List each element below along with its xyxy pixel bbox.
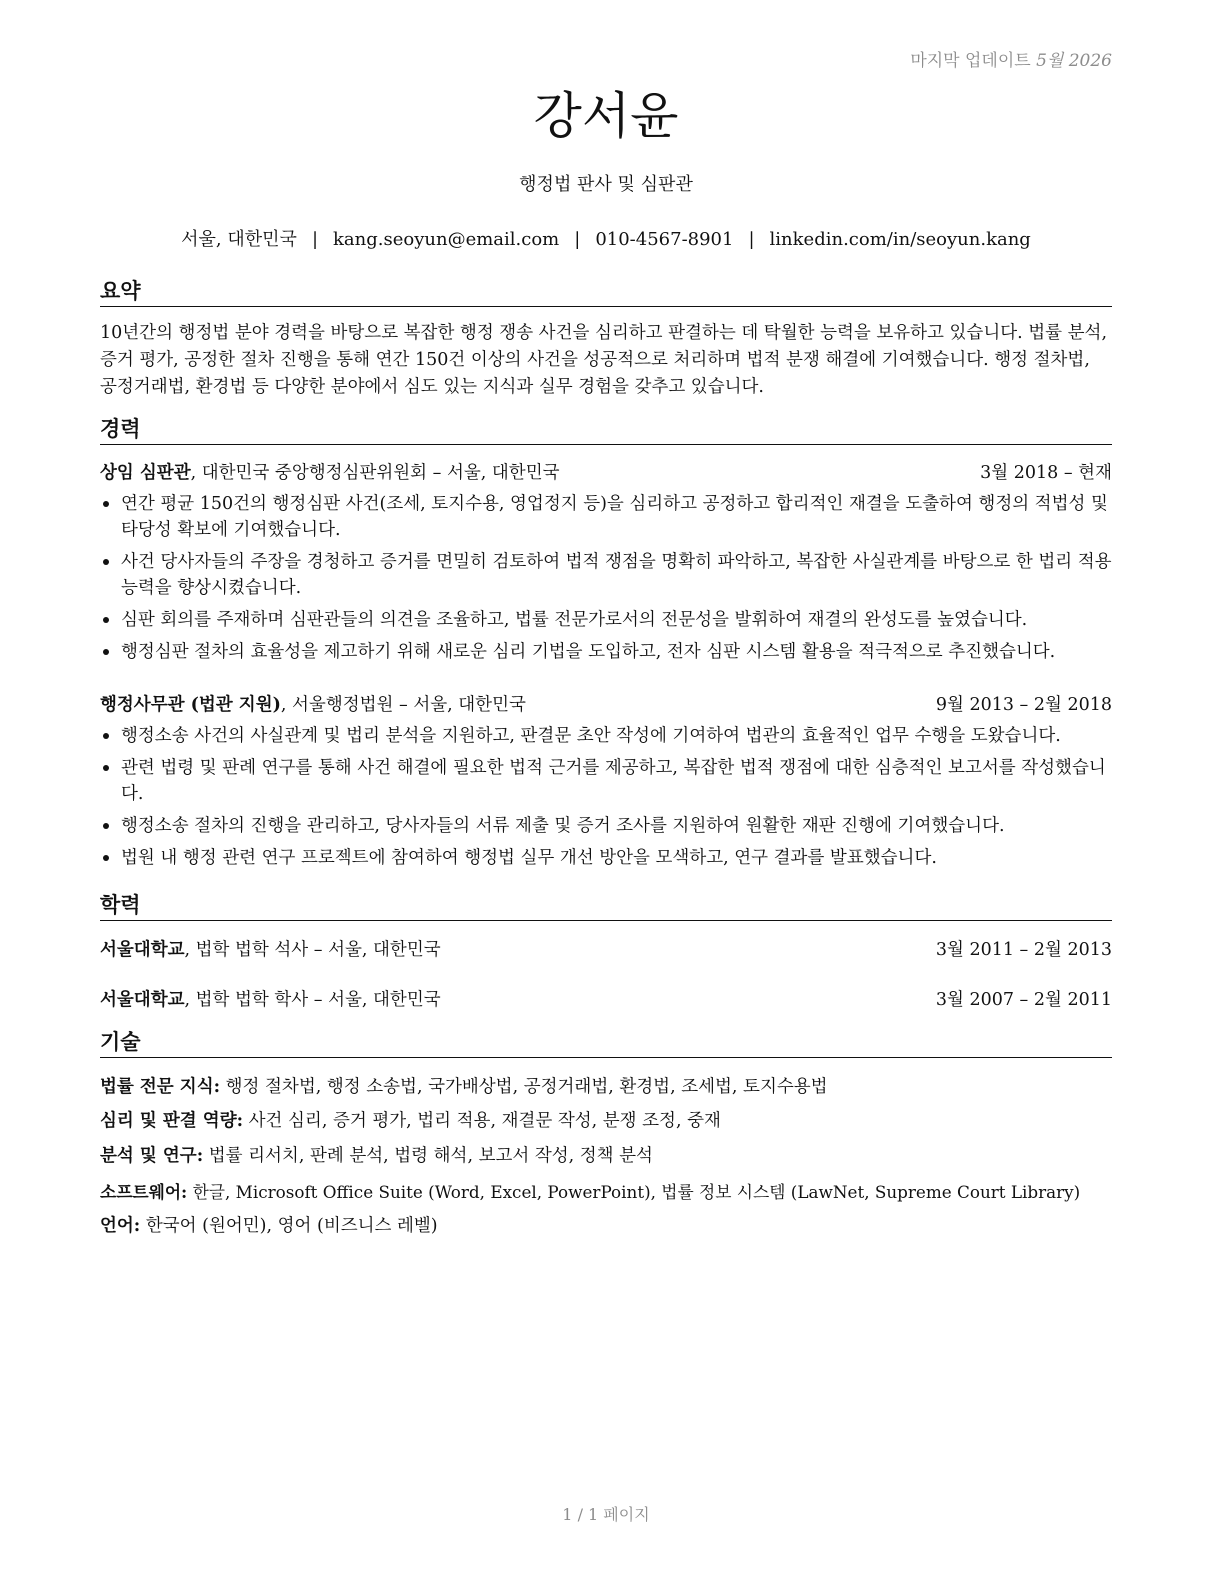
list-item: 심판 회의를 주재하며 심판관들의 의견을 조율하고, 법률 전문가로서의 전문성을 발휘하여 재결의 완성도를 높였습니다. xyxy=(100,607,1112,633)
education-dates: 3월 2007 – 2월 2011 xyxy=(935,990,1112,1010)
job-dates: 3월 2018 – 현재 xyxy=(980,463,1112,483)
education-school: 서울대학교 xyxy=(100,940,185,960)
list-item: 행정소송 절차의 진행을 관리하고, 당사자들의 서류 제출 및 증거 조사를 지원하여 원활한 재판 진행에 기여했습니다. xyxy=(100,813,1112,839)
list-item: 사건 당사자들의 주장을 경청하고 증거를 면밀히 검토하여 법적 쟁점을 명확히 파악하고, 복잡한 사실관계를 바탕으로 한 법리 적용 능력을 향상시켰습니다. xyxy=(100,549,1112,601)
summary-text: 10년간의 행정법 분야 경력을 바탕으로 복잡한 행정 쟁송 사건을 심리하고 판결하는 데 탁월한 능력을 보유하고 있습니다. 법률 분석, 증거 평가, 공정한 절차 진행을 통해 연간 150건 이상의 사건을 성공적으로 처리하며 법적 분쟁 해결에 기여했습니다. 행정 절차법, 공정거래법, 환경법 등 다양한 분야에서 심도 있는 지식과 실무 경험을 갖추고 있습니다. xyxy=(100,323,1108,397)
skill-label: 분석 및 연구: xyxy=(100,1146,204,1166)
contact-separator: | xyxy=(748,229,755,250)
skill-value: 한글, Microsoft Office Suite (Word, Excel, PowerPoint), 법률 정보 시스템 (LawNet, Supreme Court Library) xyxy=(187,1182,1081,1202)
education-detail: , 법학 법학 학사 – 서울, 대한민국 xyxy=(184,990,441,1010)
skill-label: 언어: xyxy=(100,1216,141,1236)
skill-line xyxy=(100,1144,1112,1168)
job-bullets xyxy=(100,723,1112,877)
last-updated-date: 5월 2026 xyxy=(1036,51,1112,71)
list-item: 법원 내 행정 관련 연구 프로젝트에 참여하여 행정법 실무 개선 방안을 모색하고, 연구 결과를 발표했습니다. xyxy=(100,845,1112,871)
job-org: , 서울행정법원 – 서울, 대한민국 xyxy=(280,695,526,715)
education-detail: , 법학 법학 석사 – 서울, 대한민국 xyxy=(184,940,441,960)
job-header xyxy=(100,693,1112,717)
experience-heading: 경력 xyxy=(100,418,1112,445)
list-item: 관련 법령 및 판례 연구를 통해 사건 해결에 필요한 법적 근거를 제공하고, 복잡한 법적 쟁점에 대한 심층적인 보고서를 작성했습니다. xyxy=(100,755,1112,807)
job-role: 상임 심판관 xyxy=(100,463,191,483)
education-item xyxy=(100,938,1112,962)
skill-line xyxy=(100,1075,1112,1099)
page-number: 1 / 1 페이지 xyxy=(562,1505,650,1524)
contact-phone: 010-4567-8901 xyxy=(595,229,734,250)
skill-value: 법률 리서치, 판례 분석, 법령 해석, 보고서 작성, 정책 분석 xyxy=(203,1146,653,1166)
job-role: 행정사무관 (법관 지원) xyxy=(100,695,281,715)
education-heading: 학력 xyxy=(100,894,1112,921)
list-item: 연간 평균 150건의 행정심판 사건(조세, 토지수용, 영업정지 등)을 심리하고 공정하고 합리적인 재결을 도출하여 행정의 적법성 및 타당성 확보에 기여했습니다. xyxy=(100,491,1112,543)
job-org: , 대한민국 중앙행정심판위원회 – 서울, 대한민국 xyxy=(190,463,560,483)
summary-heading: 요약 xyxy=(100,280,1112,307)
contact-email[interactable]: kang.seoyun@email.com xyxy=(333,229,560,250)
skill-label: 법률 전문 지식: xyxy=(100,1077,221,1097)
candidate-title: 행정법 판사 및 심판관 xyxy=(519,174,693,195)
contact-separator: | xyxy=(311,229,319,250)
education-dates: 3월 2011 – 2월 2013 xyxy=(935,940,1112,960)
skill-label: 소프트웨어: xyxy=(100,1182,188,1202)
skill-line xyxy=(100,1214,1112,1238)
skill-value: 사건 심리, 증거 평가, 법리 적용, 재결문 작성, 분쟁 조정, 중재 xyxy=(243,1111,721,1131)
job-header xyxy=(100,461,1112,485)
contact-location: 서울, 대한민국 xyxy=(181,229,297,250)
skills-heading: 기술 xyxy=(100,1031,1112,1058)
contact-line xyxy=(100,225,1112,251)
skill-value: 행정 절차법, 행정 소송법, 국가배상법, 공정거래법, 환경법, 조세법, 토지수용법 xyxy=(220,1077,828,1097)
list-item: 행정소송 사건의 사실관계 및 법리 분석을 지원하고, 판결문 초안 작성에 기여하여 법관의 효율적인 업무 수행을 도왔습니다. xyxy=(100,723,1112,749)
education-item xyxy=(100,988,1112,1012)
skill-label: 심리 및 판결 역량: xyxy=(100,1111,244,1131)
skill-line xyxy=(100,1109,1112,1133)
resume-page xyxy=(100,0,1112,1584)
contact-separator: | xyxy=(574,229,581,250)
last-updated: 마지막 업데이트 5월 2026 xyxy=(910,51,1112,71)
skill-line xyxy=(100,1180,1112,1204)
contact-linkedin[interactable]: linkedin.com/in/seoyun.kang xyxy=(769,229,1031,250)
education-school: 서울대학교 xyxy=(100,990,185,1010)
skill-value: 한국어 (원어민), 영어 (비즈니스 레벨) xyxy=(140,1216,438,1236)
job-dates: 9월 2013 – 2월 2018 xyxy=(935,695,1112,715)
list-item: 행정심판 절차의 효율성을 제고하기 위해 새로운 심리 기법을 도입하고, 전자 심판 시스템 활용을 적극적으로 추진했습니다. xyxy=(100,639,1112,665)
job-bullets xyxy=(100,491,1112,671)
candidate-name: 강서윤 xyxy=(533,87,679,145)
